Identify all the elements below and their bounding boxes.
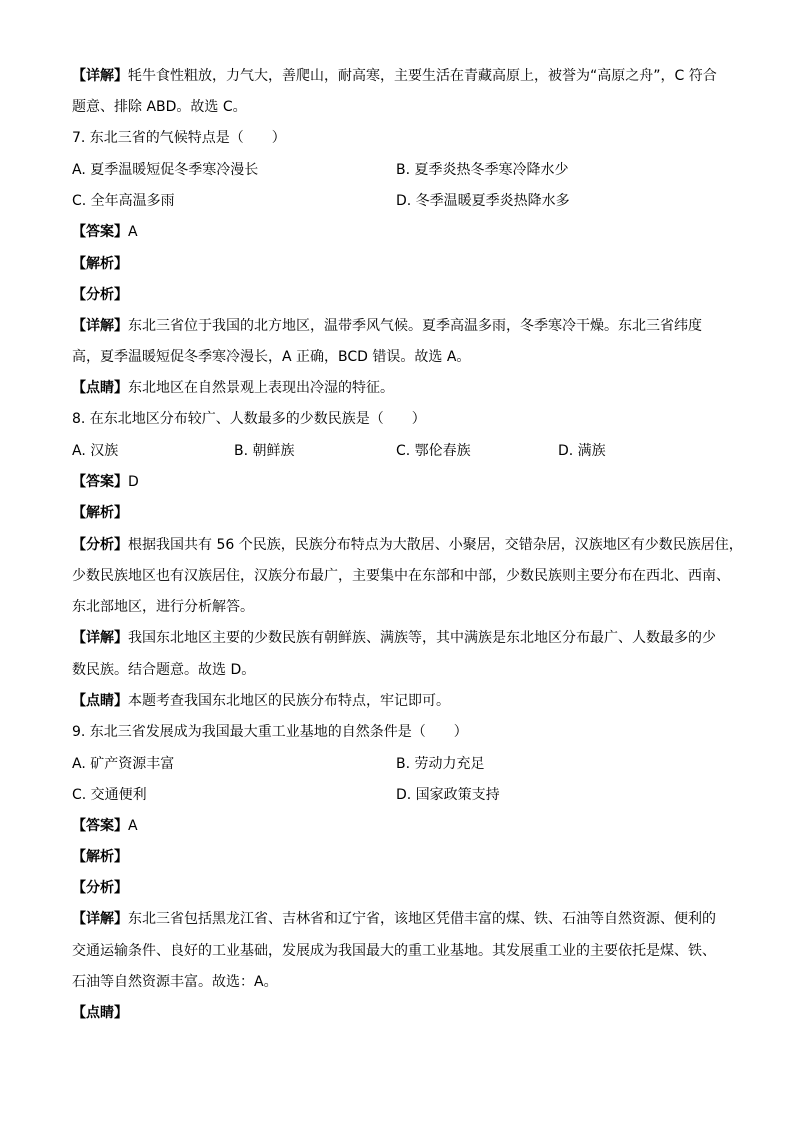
detail-text: 东北三省位于我国的北方地区，温带季风气候。夏季高温多雨，冬季寒冷干燥。东北三省纬度 bbox=[128, 318, 702, 334]
q8-detail-line-1 bbox=[72, 628, 716, 648]
q8-fenxi-line-2: 少数民族地区也有汉族居住，汉族分布最广，主要集中在东部和中部，少数民族则主要分布在西北、西南、 bbox=[72, 568, 730, 584]
q9-dianjing-tag: 【点睛】 bbox=[72, 1005, 128, 1021]
q8-option-a: A. 汉族 bbox=[72, 443, 119, 459]
q8-option-b: B. 朝鲜族 bbox=[234, 443, 295, 459]
q7-option-b: B. 夏季炎热冬季寒冷降水少 bbox=[396, 162, 569, 178]
detail-tag: 【详解】 bbox=[72, 318, 128, 334]
q7-detail-line-2: 高，夏季温暖短促冬季寒冷漫长，A 正确，BCD 错误。故选 A。 bbox=[72, 349, 471, 365]
q9-detail-line-1 bbox=[72, 909, 716, 929]
q7-stem: 7. 东北三省的气候特点是（ ） bbox=[72, 130, 286, 146]
q8-jiexi-tag: 【解析】 bbox=[72, 505, 128, 521]
q9-jiexi-tag: 【解析】 bbox=[72, 849, 128, 865]
answer-value: D bbox=[128, 474, 139, 490]
q9-detail-line-2: 交通运输条件、良好的工业基础，发展成为我国最大的重工业基地。其发展重工业的主要依托是煤、铁、 bbox=[72, 943, 716, 959]
q8-answer bbox=[72, 472, 139, 492]
q8-fenxi-line-1 bbox=[72, 535, 743, 555]
q6-detail-line-2: 题意、排除 ABD。故选 C。 bbox=[72, 99, 247, 115]
q9-answer bbox=[72, 816, 138, 836]
q8-option-c: C. 鄂伦春族 bbox=[396, 443, 471, 459]
fenxi-tag: 【分析】 bbox=[72, 537, 128, 553]
dianjing-text: 本题考查我国东北地区的民族分布特点，牢记即可。 bbox=[128, 693, 450, 709]
q9-option-d: D. 国家政策支持 bbox=[396, 787, 500, 803]
q7-dianjing bbox=[72, 378, 394, 398]
answer-tag: 【答案】 bbox=[72, 474, 128, 490]
answer-value: A bbox=[128, 224, 138, 240]
detail-tag: 【详解】 bbox=[72, 68, 128, 84]
q8-dianjing bbox=[72, 691, 450, 711]
q9-option-c: C. 交通便利 bbox=[72, 787, 147, 803]
answer-tag: 【答案】 bbox=[72, 224, 128, 240]
q7-jiexi-tag: 【解析】 bbox=[72, 256, 128, 272]
q7-option-d: D. 冬季温暖夏季炎热降水多 bbox=[396, 193, 570, 209]
q8-detail-line-2: 数民族。结合题意。故选 D。 bbox=[72, 662, 256, 678]
q7-option-a: A. 夏季温暖短促冬季寒冷漫长 bbox=[72, 162, 259, 178]
answer-tag: 【答案】 bbox=[72, 818, 128, 834]
q7-option-c: C. 全年高温多雨 bbox=[72, 193, 175, 209]
q9-stem: 9. 东北三省发展成为我国最大重工业基地的自然条件是（ ） bbox=[72, 724, 468, 740]
detail-tag: 【详解】 bbox=[72, 911, 128, 927]
q7-fenxi-tag: 【分析】 bbox=[72, 287, 128, 303]
q9-option-a: A. 矿产资源丰富 bbox=[72, 756, 175, 772]
dianjing-tag: 【点睛】 bbox=[72, 380, 128, 396]
dianjing-tag: 【点睛】 bbox=[72, 693, 128, 709]
q9-option-b: B. 劳动力充足 bbox=[396, 756, 485, 772]
detail-text: 东北三省包括黑龙江省、吉林省和辽宁省，该地区凭借丰富的煤、铁、石油等自然资源、便利的 bbox=[128, 911, 716, 927]
detail-text: 牦牛食性粗放，力气大，善爬山，耐高寒，主要生活在青藏高原上，被誉为“高原之舟”，C 符合 bbox=[128, 68, 717, 84]
detail-tag: 【详解】 bbox=[72, 630, 128, 646]
answer-value: A bbox=[128, 818, 138, 834]
fenxi-text: 根据我国共有 56 个民族，民族分布特点为大散居、小聚居，交错杂居，汉族地区有少数民族居住， bbox=[128, 537, 743, 553]
q8-fenxi-line-3: 东北部地区，进行分析解答。 bbox=[72, 599, 254, 615]
q8-option-d: D. 满族 bbox=[558, 443, 606, 459]
q7-answer bbox=[72, 222, 138, 242]
q9-fenxi-tag: 【分析】 bbox=[72, 880, 128, 896]
q9-detail-line-3: 石油等自然资源丰富。故选：A。 bbox=[72, 974, 278, 990]
q6-detail-line-1 bbox=[72, 66, 717, 86]
q8-stem: 8. 在东北地区分布较广、人数最多的少数民族是（ ） bbox=[72, 411, 426, 427]
detail-text: 我国东北地区主要的少数民族有朝鲜族、满族等，其中满族是东北地区分布最广、人数最多的少 bbox=[128, 630, 716, 646]
dianjing-text: 东北地区在自然景观上表现出冷湿的特征。 bbox=[128, 380, 394, 396]
q7-detail-line-1 bbox=[72, 316, 702, 336]
